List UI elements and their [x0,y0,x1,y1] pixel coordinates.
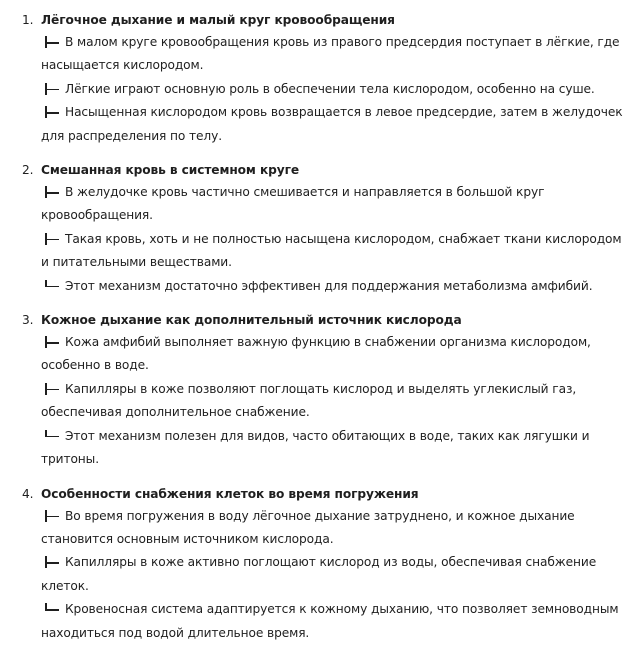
item-list [0,331,632,471]
section-heading [0,483,632,505]
section-title: Лёгочное дыхание и малый круг кровообращения [41,13,395,27]
list-item [0,425,632,472]
tree-branch-icon [44,551,62,574]
item-text: Кровеносная система адаптируется к кожному дыханию, что позволяет земноводным находиться под водой длительное время. [41,602,619,640]
section-list [0,9,632,645]
list-item [0,31,632,78]
item-text: Насыщенная кислородом кровь возвращается в левое предсердие, затем в желудочек для распределения по телу. [41,105,623,143]
tree-branch-icon [44,31,62,54]
item-list [0,505,632,645]
list-item [0,181,632,228]
item-list [0,31,632,148]
section-number: 2. [22,163,34,178]
list-item [0,228,632,275]
tree-branch-icon [44,378,62,401]
tree-corner-icon [44,598,62,621]
section [0,483,632,645]
item-text: Кожа амфибий выполняет важную функцию в снабжении организма кислородом, особенно в воде. [41,335,591,373]
tree-corner-icon [44,275,62,298]
item-text: В малом круге кровообращения кровь из правого предсердия поступает в лёгкие, где насыщается кислородом. [41,35,620,73]
section-title: Особенности снабжения клеток во время погружения [41,486,419,501]
section-number: 3. [22,313,34,328]
item-text: Капилляры в коже активно поглощают кислород из воды, обеспечивая снабжение клеток. [41,555,597,593]
section-number: 4. [22,486,34,501]
item-text: Лёгкие играют основную роль в обеспечении тела кислородом, особенно на суше. [65,81,595,96]
item-text: Такая кровь, хоть и не полностью насыщена кислородом, снабжает ткани кислородом и питательными веществами. [41,231,622,270]
section-heading [0,9,632,31]
item-list [0,181,632,298]
list-item [0,78,632,101]
item-text: Во время погружения в воду лёгочное дыхание затруднено, и кожное дыхание становится основным источником кислорода. [41,508,575,546]
list-item [0,505,632,552]
section-number: 1. [22,13,34,27]
section [0,159,632,298]
item-text: Капилляры в коже позволяют поглощать кислород и выделять углекислый газ, обеспечивая дополнительное снабжение. [41,381,577,420]
list-item [0,551,632,598]
list-item [0,598,632,645]
section-heading [0,309,632,331]
section [0,9,632,148]
item-text: Этот механизм полезен для видов, часто обитающих в воде, таких как лягушки и тритоны. [41,428,590,467]
item-text: Этот механизм достаточно эффективен для поддержания метаболизма амфибий. [65,278,593,293]
list-item [0,275,632,298]
list-item [0,101,632,148]
section [0,309,632,471]
tree-branch-icon [44,331,62,354]
tree-branch-icon [44,78,62,101]
list-item [0,378,632,425]
section-title: Смешанная кровь в системном круге [41,163,300,178]
tree-branch-icon [44,101,62,124]
tree-branch-icon [44,228,62,251]
item-text: В желудочке кровь частично смешивается и направляется в большой круг кровообращения. [41,185,545,223]
tree-branch-icon [44,505,62,528]
tree-corner-icon [44,425,62,448]
tree-branch-icon [44,181,62,204]
list-item [0,331,632,378]
section-heading [0,159,632,181]
section-title: Кожное дыхание как дополнительный источник кислорода [41,313,462,328]
